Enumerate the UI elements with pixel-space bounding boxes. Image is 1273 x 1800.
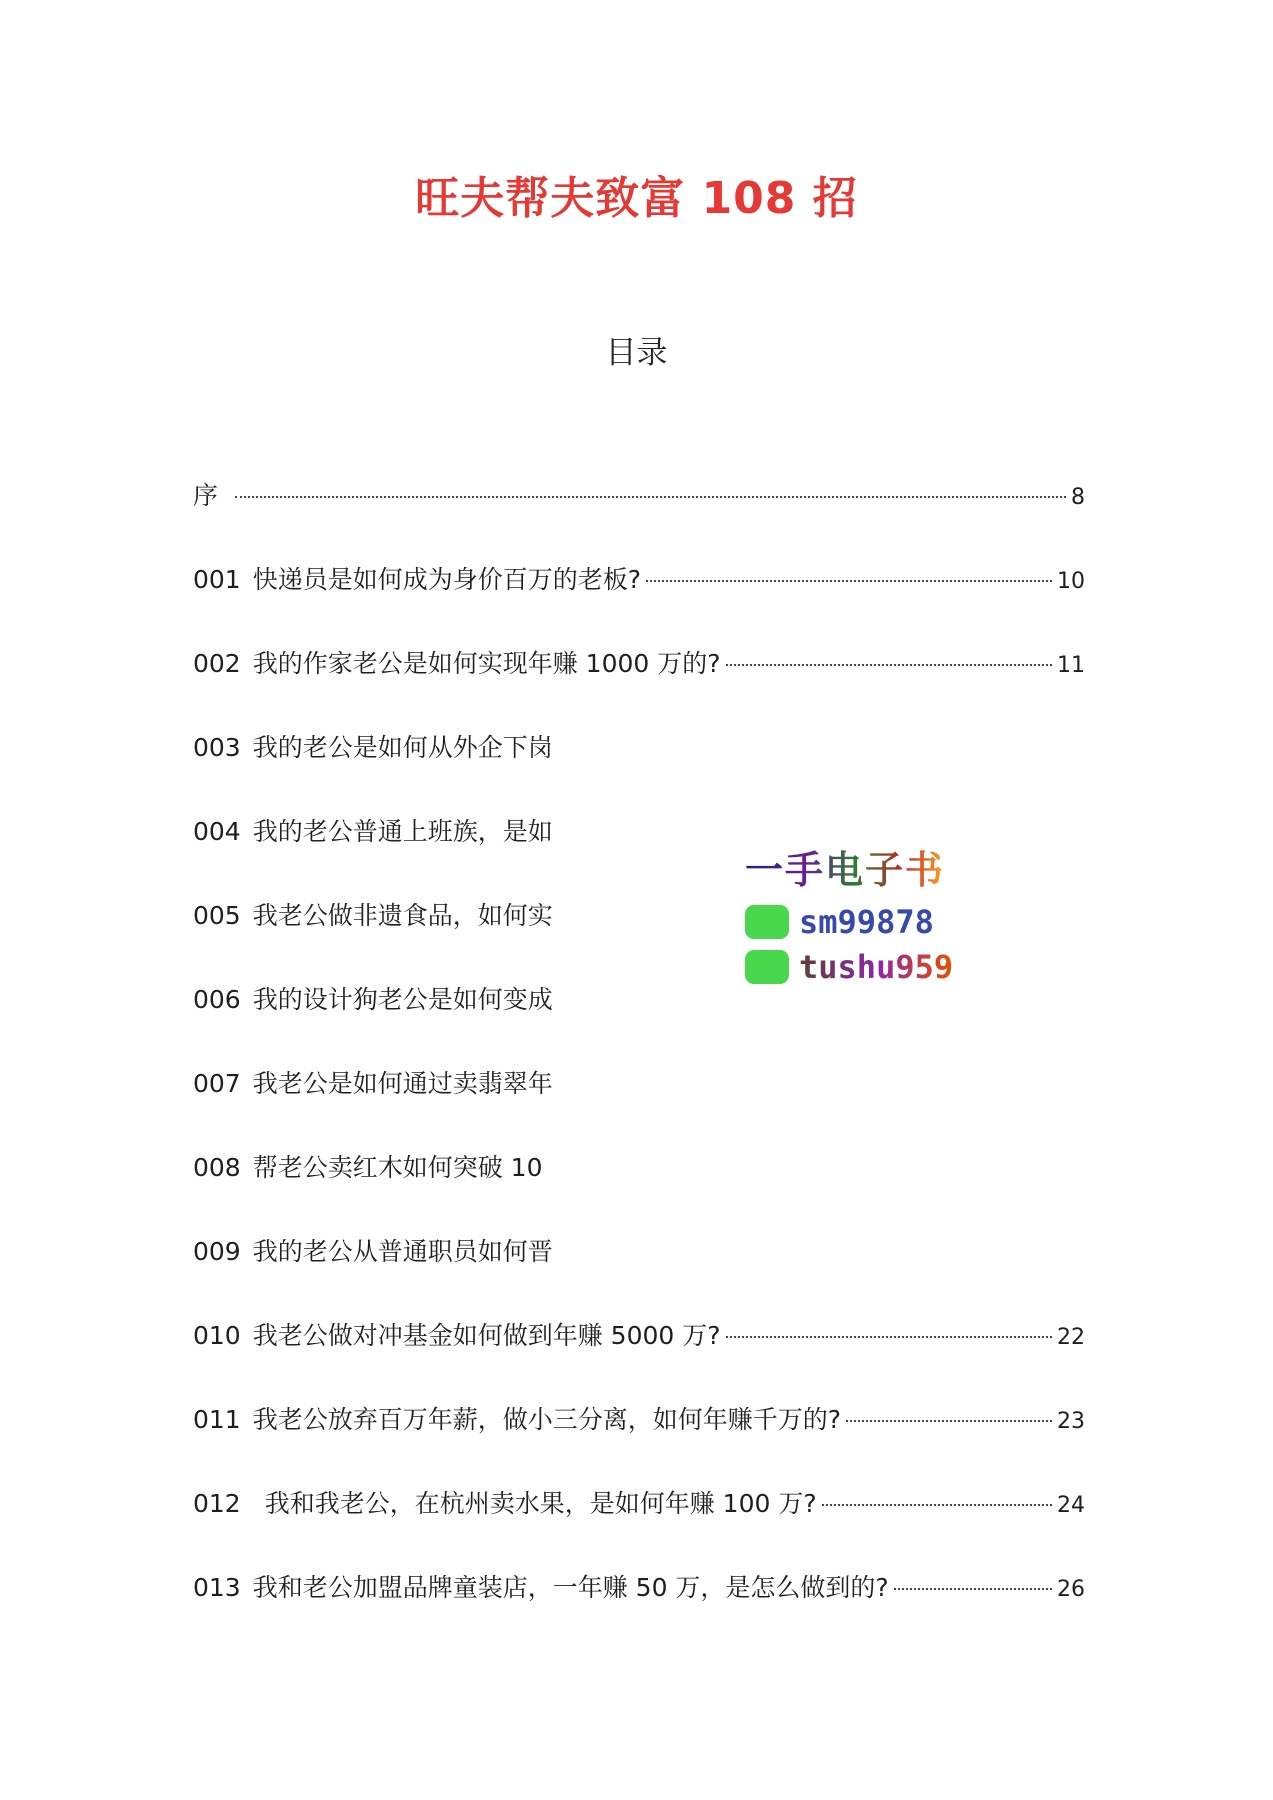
toc-entry-number: 003 bbox=[193, 733, 241, 762]
toc-entry-number: 010 bbox=[193, 1321, 241, 1350]
toc-entry-number: 001 bbox=[193, 565, 241, 594]
document-title: 旺夫帮夫致富 108 招 bbox=[415, 173, 858, 224]
watermark-wechat-id: tushu959 bbox=[799, 948, 954, 986]
toc-entry-page: 23 bbox=[1057, 1409, 1085, 1434]
toc-entry-title: 我和我老公，在杭州卖水果，是如何年赚 100 万? bbox=[264, 1489, 817, 1518]
toc-entry-007[interactable] bbox=[193, 1064, 1085, 1148]
toc-entry-number: 013 bbox=[193, 1573, 241, 1602]
toc-entry-title: 我的作家老公是如何实现年赚 1000 万的? bbox=[252, 649, 721, 678]
toc-entry-number: 008 bbox=[193, 1153, 241, 1182]
toc-entry-page: 24 bbox=[1057, 1493, 1085, 1518]
toc-entry-title: 我和老公加盟品牌童装店，一年赚 50 万，是怎么做到的? bbox=[252, 1573, 889, 1602]
toc-dot-leader bbox=[235, 496, 1066, 498]
toc-dot-leader bbox=[726, 664, 1052, 666]
toc-dot-leader bbox=[894, 1588, 1052, 1590]
watermark-contact-row bbox=[745, 905, 934, 939]
toc-entry-number: 009 bbox=[193, 1237, 241, 1266]
table-of-contents bbox=[193, 476, 1085, 1652]
toc-entry-013[interactable] bbox=[193, 1568, 1085, 1652]
toc-entry-title: 我老公放弃百万年薪，做小三分离，如何年赚千万的? bbox=[252, 1405, 841, 1434]
toc-dot-leader bbox=[822, 1504, 1052, 1506]
toc-dot-leader bbox=[846, 1420, 1052, 1422]
toc-entry-page: 10 bbox=[1057, 569, 1085, 594]
toc-entry-number: 002 bbox=[193, 649, 241, 678]
toc-entry-title: 我老公做对冲基金如何做到年赚 5000 万? bbox=[252, 1321, 721, 1350]
watermark-overlay bbox=[745, 850, 955, 1000]
toc-entry-001[interactable] bbox=[193, 560, 1085, 644]
wechat-icon bbox=[745, 905, 789, 939]
toc-entry-012[interactable] bbox=[193, 1484, 1085, 1568]
toc-entry-number: 012 bbox=[193, 1489, 241, 1518]
toc-entry-009[interactable] bbox=[193, 1232, 1085, 1316]
toc-entry-preface[interactable] bbox=[193, 476, 1085, 560]
toc-entry-002[interactable] bbox=[193, 644, 1085, 728]
toc-entry-page: 11 bbox=[1057, 653, 1085, 678]
toc-entry-title: 快递员是如何成为身价百万的老板? bbox=[252, 565, 641, 594]
toc-entry-number: 011 bbox=[193, 1405, 241, 1434]
toc-dot-leader bbox=[646, 580, 1052, 582]
toc-entry-title: 我的老公是如何从外企下岗 bbox=[252, 733, 553, 762]
toc-entry-008[interactable] bbox=[193, 1148, 1085, 1232]
watermark-title: 一手电子书 bbox=[745, 848, 946, 892]
toc-entry-title: 我老公做非遗食品，如何实 bbox=[252, 901, 553, 930]
watermark-contact-row bbox=[745, 950, 953, 984]
toc-entry-page: 22 bbox=[1057, 1325, 1085, 1350]
toc-entry-page: 26 bbox=[1057, 1577, 1085, 1602]
toc-entry-title: 我的设计狗老公是如何变成 bbox=[252, 985, 553, 1014]
toc-entry-number: 007 bbox=[193, 1069, 241, 1098]
toc-entry-010[interactable] bbox=[193, 1316, 1085, 1400]
toc-entry-title: 帮老公卖红木如何突破 10 bbox=[252, 1153, 543, 1182]
toc-entry-011[interactable] bbox=[193, 1400, 1085, 1484]
wechat-icon bbox=[745, 950, 789, 984]
toc-entry-003[interactable] bbox=[193, 728, 1085, 812]
toc-entry-number: 006 bbox=[193, 985, 241, 1014]
toc-entry-number: 序 bbox=[193, 481, 219, 510]
toc-dot-leader bbox=[726, 1336, 1052, 1338]
toc-entry-title: 我的老公普通上班族，是如 bbox=[252, 817, 553, 846]
toc-entry-page: 8 bbox=[1071, 485, 1085, 510]
toc-entry-title: 我的老公从普通职员如何晋 bbox=[252, 1237, 553, 1266]
toc-heading: 目录 bbox=[605, 335, 668, 371]
toc-entry-number: 005 bbox=[193, 901, 241, 930]
toc-entry-number: 004 bbox=[193, 817, 241, 846]
toc-entry-title: 我老公是如何通过卖翡翠年 bbox=[252, 1069, 553, 1098]
watermark-wechat-id: sm99878 bbox=[799, 903, 934, 941]
